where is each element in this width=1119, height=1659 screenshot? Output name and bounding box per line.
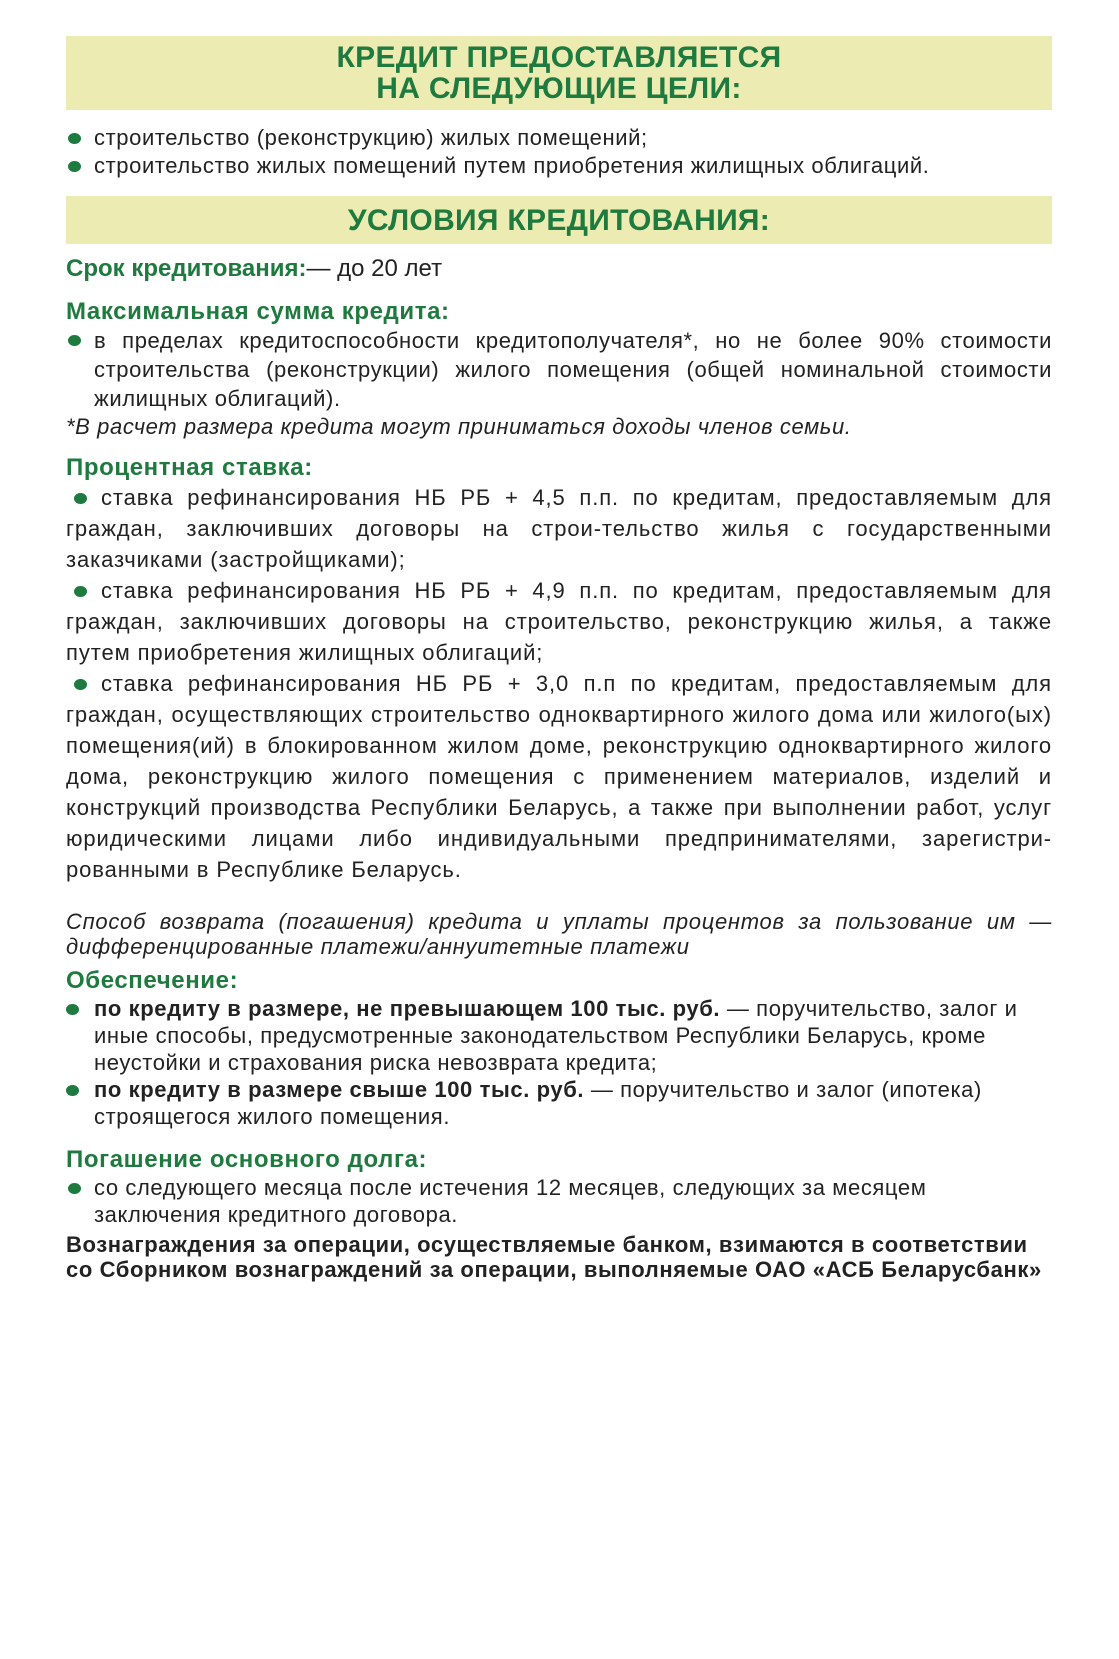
rate-item (66, 668, 1052, 885)
rate-item-text: ставка рефинансирования НБ РБ + 4,5 п.п. по кредитам, предоставляемым для граждан, заключивших договоры на строи-тельство жилья с государственными заказчиками (застройщиками); (66, 485, 1052, 572)
term-value: — до 20 лет (306, 255, 443, 282)
security-item-text: — поручительство, залог и иные способы, предусмотренные законодательством Республики Беларусь, кроме неустойки и страхования риска невозврата кредита; (94, 996, 1018, 1075)
security-item (66, 1076, 1052, 1130)
goals-item: строительство (реконструкцию) жилых помещений; (66, 124, 1052, 152)
goals-list (66, 124, 1052, 180)
principal-list (66, 1174, 1052, 1228)
rate-item-text: ставка рефинансирования НБ РБ + 4,9 п.п. по кредитам, предоставляемым для граждан, заключивших договоры на строительство, реконструкцию жилья, а также путем приобретения жилищных облигаций; (66, 578, 1052, 665)
goals-title-line1: КРЕДИТ ПРЕДОСТАВЛЯЕТСЯ (336, 41, 782, 74)
repayment-method-note: Способ возврата (погашения) кредита и уплаты процентов за пользование им — дифференцированные платежи/аннуитетные платежи (66, 909, 1052, 959)
bullet-dot-icon (74, 586, 87, 597)
security-item-bold: по кредиту в размере, не превышающем 100 тыс. руб. (94, 996, 721, 1021)
rate-heading: Процентная ставка: (66, 454, 313, 481)
bullet-dot-icon (74, 493, 87, 504)
max-sum-heading: Максимальная сумма кредита: (66, 298, 450, 325)
security-list (66, 995, 1052, 1130)
conditions-banner: УСЛОВИЯ КРЕДИТОВАНИЯ: (66, 196, 1052, 244)
security-item-bold: по кредиту в размере свыше 100 тыс. руб. (94, 1077, 585, 1102)
security-item (66, 995, 1052, 1076)
goals-banner (66, 36, 1052, 110)
rate-item (66, 575, 1052, 668)
goals-item: строительство жилых помещений путем приобретения жилищных облигаций. (66, 152, 1052, 180)
security-item-text: — поручительство и залог (ипотека) строящегося жилого помещения. (94, 1077, 982, 1129)
security-heading: Обеспечение: (66, 967, 239, 994)
brochure-page (66, 36, 1052, 1282)
max-sum-item: в пределах кредитоспособности кредитополучателя*, но не более 90% стоимости строительства (реконструкции) жилого помещения (общей номинальной стоимости жилищных облигаций). (66, 326, 1052, 413)
term-line (66, 254, 1052, 284)
max-sum-note: *В расчет размера кредита могут приниматься доходы членов семьи. (66, 414, 852, 439)
max-sum-block (66, 326, 1052, 413)
principal-item: со следующего месяца после истечения 12 месяцев, следующих за месяцем заключения кредитного договора. (66, 1174, 1052, 1228)
rate-item-text: ставка рефинансирования НБ РБ + 3,0 п.п по кредитам, предоставляемым для граждан, осуществляющих строительство одноквартирного жилого дома или жилого(ых) помещения(ий) в блокированном жилом доме, реконструкцию одноквартирного жилого дома, реконструкцию жилого помещения с применением материалов, изделий и конструкций производства Республики Беларусь, а также при выполнении работ, услуг юридическими лицами либо индивидуальными предпринимателями, зарегистри-рованными в Республике Беларусь. (66, 671, 1052, 882)
term-label: Срок кредитования: (66, 255, 307, 282)
rate-item (66, 482, 1052, 575)
principal-heading: Погашение основного долга: (66, 1146, 428, 1173)
bullet-dot-icon (74, 679, 87, 690)
goals-title-line2: НА СЛЕДУЮЩИЕ ЦЕЛИ: (376, 72, 742, 105)
fees-note: Вознаграждения за операции, осуществляемые банком, взимаются в соответствии со Сборником вознаграждений за операции, выполняемые ОАО «АСБ Беларусбанк» (66, 1232, 1042, 1282)
